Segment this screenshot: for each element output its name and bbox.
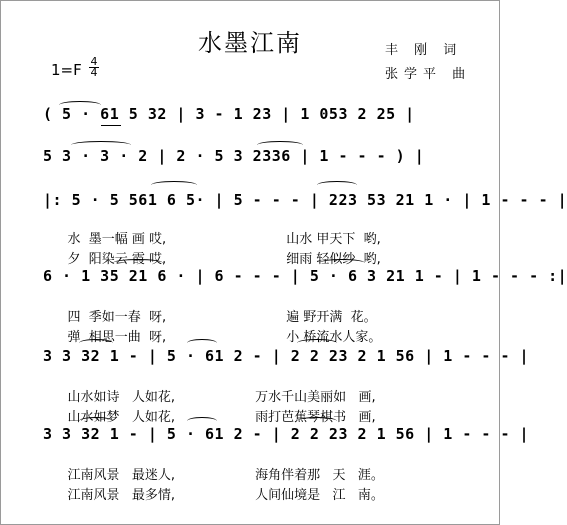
lyricist-credit xyxy=(385,39,462,58)
composer-credit xyxy=(385,63,471,82)
lyric-7a: 江南风景 最迷人, xyxy=(67,468,176,483)
slur xyxy=(187,339,217,347)
composer-name: 张学平 xyxy=(385,67,443,82)
slur xyxy=(113,259,163,267)
slur xyxy=(151,181,197,189)
slur xyxy=(297,417,337,425)
lyricist-role: 词 xyxy=(443,43,463,58)
lyric-1b: 山水 甲天下 哟, xyxy=(286,232,381,247)
lyric-6b: 雨打芭蕉琴棋书 画, xyxy=(255,410,376,425)
slur xyxy=(79,339,113,347)
score-line-5: 3 3 32 1 - | 5 · 61 2 - | 2 2 23 2 1 56 | 1 - - - | xyxy=(43,347,530,365)
time-signature-bottom: 4 xyxy=(90,66,98,79)
slur xyxy=(187,417,217,425)
lyric-5b: 万水千山美丽如 画, xyxy=(255,390,376,405)
lyricist-name: 丰 刚 xyxy=(385,43,434,58)
key-signature: 1=F xyxy=(51,61,82,79)
lyric-6a: 山水如梦 人如花, xyxy=(67,410,176,425)
lyric-3b: 遍 野开满 花。 xyxy=(286,310,377,325)
lyric-4b: 小 桥流水人家。 xyxy=(286,330,382,345)
composer-role: 曲 xyxy=(452,67,472,82)
slur xyxy=(71,141,131,149)
time-signature-top: 4 xyxy=(90,55,98,68)
underline xyxy=(101,125,121,126)
lyric-5a: 山水如诗 人如花, xyxy=(67,390,176,405)
score-line-4: 6 · 1 35 21 6 · | 6 - - - | 5 · 6 3 21 1 - | 1 - - - :| xyxy=(43,267,567,285)
lyric-8a: 江南风景 最多情, xyxy=(67,488,176,503)
lyric-1a: 水 墨一幅 画 哎, xyxy=(67,232,167,247)
lyric-3a: 四 季如一春 呀, xyxy=(67,310,167,325)
score-line-2: 5 3 · 3 · 2 | 2 · 5 3 2336 | 1 - - - ) | xyxy=(43,147,425,165)
score-line-6: 3 3 32 1 - | 5 · 61 2 - | 2 2 23 2 1 56 | 1 - - - | xyxy=(43,425,530,443)
slur xyxy=(319,259,365,267)
score-line-1: ( 5 · 61 5 32 | 3 - 1 23 | 1 053 2 25 | xyxy=(43,105,415,123)
song-title: 水墨江南 xyxy=(198,29,302,57)
lyric-8b: 人间仙境是 江 南。 xyxy=(255,488,384,503)
slur xyxy=(79,417,113,425)
slur xyxy=(297,339,337,347)
slur xyxy=(59,101,101,109)
lyric-4a: 弹 相思一曲 呀, xyxy=(67,330,167,345)
slur xyxy=(317,181,357,189)
time-signature xyxy=(89,57,99,78)
lyric-line-8 xyxy=(51,469,384,518)
lyric-2b: 细雨 轻似纱 哟, xyxy=(286,252,381,267)
lyric-2a: 夕 阳染云 霞 哎, xyxy=(67,252,167,267)
score-line-3: |: 5 · 5 561 6 5· | 5 - - - | 223 53 21 1 · | 1 - - - | xyxy=(43,191,567,209)
slur xyxy=(257,141,303,149)
lyric-7b: 海角伴着那 天 涯。 xyxy=(255,468,384,483)
